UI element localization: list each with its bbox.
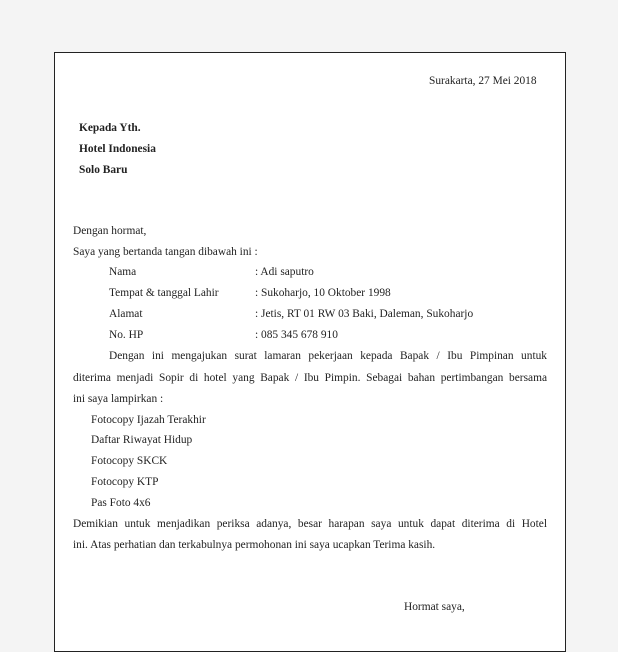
- recipient-line-2: Hotel Indonesia: [79, 143, 156, 155]
- recipient-line-1: Kepada Yth.: [79, 122, 141, 134]
- field-label: Tempat & tanggal Lahir: [109, 287, 219, 299]
- field-label: No. HP: [109, 329, 144, 341]
- attachment-item: Pas Foto 4x6: [91, 497, 151, 509]
- attachment-item: Fotocopy Ijazah Terakhir: [91, 414, 206, 426]
- body-line-1: Dengan ini mengajukan surat lamaran pekerjaan kepada Bapak / Ibu Pimpinan untuk: [109, 350, 547, 362]
- greeting: Dengan hormat,: [73, 225, 147, 237]
- field-label: Nama: [109, 266, 137, 278]
- closing-line-2: ini. Atas perhatian dan terkabulnya permohonan ini saya ucapkan Terima kasih.: [73, 539, 436, 551]
- field-value: : Jetis, RT 01 RW 03 Baki, Daleman, Sukoharjo: [255, 308, 474, 320]
- attachment-item: Daftar Riwayat Hidup: [91, 434, 193, 446]
- attachment-item: Fotocopy SKCK: [91, 455, 168, 467]
- body-line-3: ini saya lampirkan :: [73, 393, 164, 405]
- field-value: : Adi saputro: [255, 266, 314, 278]
- recipient-line-3: Solo Baru: [79, 164, 128, 176]
- body-line-2: diterima menjadi Sopir di hotel yang Bapak / Ibu Pimpin. Sebagai bahan pertimbangan bersama: [73, 372, 547, 384]
- letter-date: Surakarta, 27 Mei 2018: [429, 75, 537, 87]
- field-label: Alamat: [109, 308, 143, 320]
- field-value: : 085 345 678 910: [255, 329, 338, 341]
- intro-line: Saya yang bertanda tangan dibawah ini :: [73, 246, 258, 258]
- signoff: Hormat saya,: [404, 601, 465, 613]
- field-value: : Sukoharjo, 10 Oktober 1998: [255, 287, 391, 299]
- attachment-item: Fotocopy KTP: [91, 476, 159, 488]
- closing-line-1: Demikian untuk menjadikan periksa adanya, besar harapan saya untuk dapat diterima di Hotel: [73, 518, 547, 530]
